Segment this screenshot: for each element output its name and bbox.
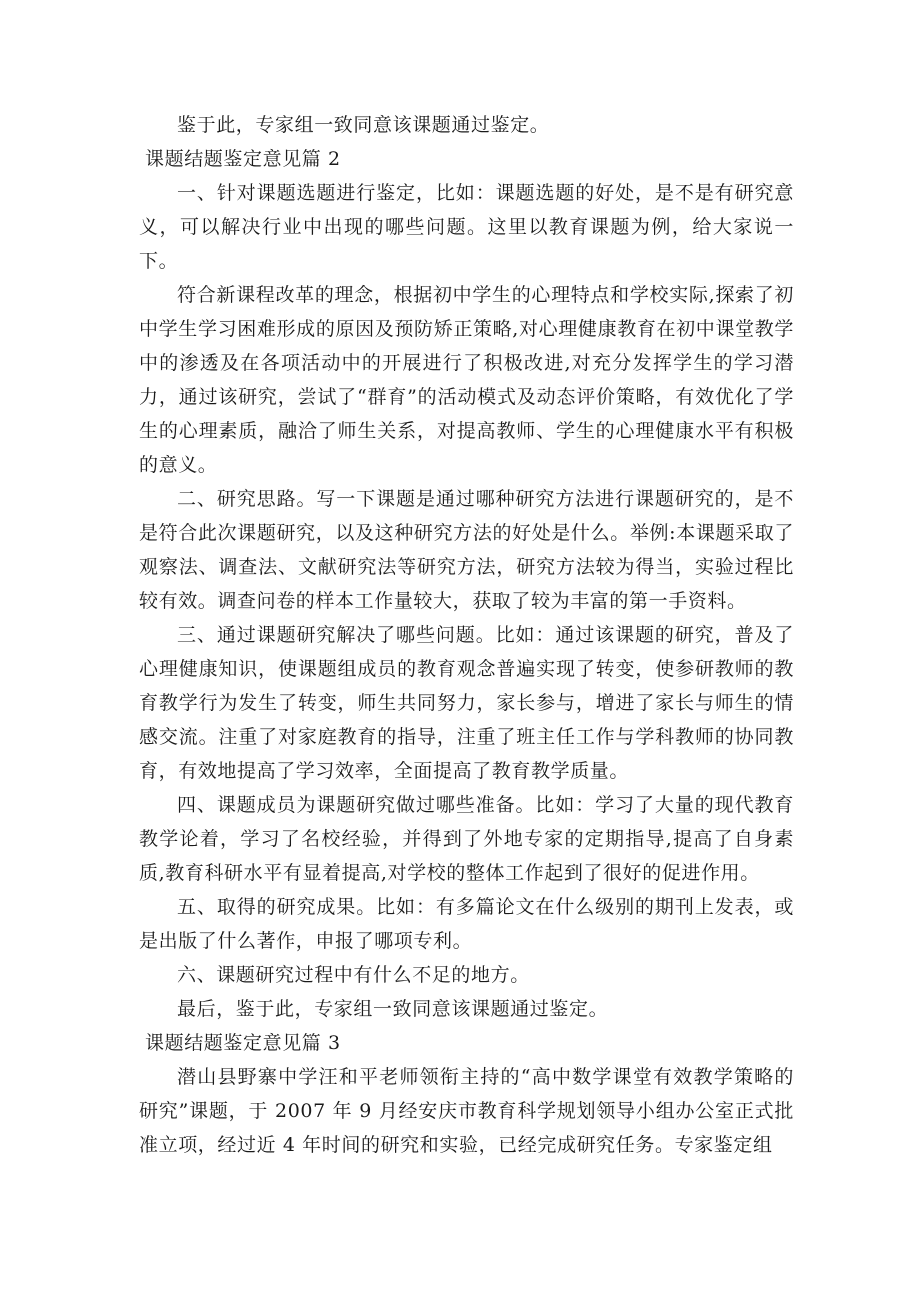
- section-heading-2: 课题结题鉴定意见篇 2: [145, 148, 341, 170]
- paragraph-results: 五、取得的研究成果。比如：有多篇论文在什么级别的期刊上发表，或是出版了什么著作，申报了哪项专利。: [139, 896, 794, 952]
- paragraph-conclusion-1: 鉴于此，专家组一致同意该课题通过鉴定。: [177, 114, 550, 136]
- paragraph-preparation: 四、课题成员为课题研究做过哪些准备。比如：学习了大量的现代教育教学论着，学习了名校经验，并得到了外地专家的定期指导,提高了自身素质,教育科研水平有显着提高,对学校的整体工作起到了很好的促进作用。: [139, 794, 794, 884]
- paragraph-project-intro: 潜山县野寨中学汪和平老师领衔主持的“高中数学课堂有效教学策略的研究”课题，于 2007 年 9 月经安庆市教育科学规划领导小组办公室正式批准立项，经过近 4 年时间的研究和实验，已经完成研究任务。专家鉴定组: [139, 1066, 794, 1156]
- paragraph-topic-selection: 一、针对课题选题进行鉴定，比如：课题选题的好处，是不是有研究意义，可以解决行业中出现的哪些问题。这里以教育课题为例，给大家说一下。: [139, 182, 794, 272]
- document-body: [139, 108, 794, 1162]
- paragraph-research-approach: 二、研究思路。写一下课题是通过哪种研究方法进行课题研究的，是不是符合此次课题研究，以及这种研究方法的好处是什么。举例:本课题采取了观察法、调查法、文献研究法等研究方法，研究方法较为得当，实验过程比较有效。调查问卷的样本工作量较大，获取了较为丰富的第一手资料。: [139, 488, 794, 612]
- paragraph-conclusion-2: 最后，鉴于此，专家组一致同意该课题通过鉴定。: [177, 998, 609, 1020]
- paragraph-example: 符合新课程改革的理念，根据初中学生的心理特点和学校实际,探索了初中学生学习困难形成的原因及预防矫正策略,对心理健康教育在初中课堂教学中的渗透及在各项活动中的开展进行了积极改进,对充分发挥学生的学习潜力，通过该研究，尝试了“群育”的活动模式及动态评价策略，有效优化了学生的心理素质，融洽了师生关系，对提高教师、学生的心理健康水平有积极的意义。: [139, 284, 794, 476]
- paragraph-shortcomings: 六、课题研究过程中有什么不足的地方。: [177, 964, 530, 986]
- paragraph-problems-solved: 三、通过课题研究解决了哪些问题。比如：通过该课题的研究，普及了心理健康知识，使课题组成员的教育观念普遍实现了转变，使参研教师的教育教学行为发生了转变，师生共同努力，家长参与，增进了家长与师生的情感交流。注重了对家庭教育的指导，注重了班主任工作与学科教师的协同教育，有效地提高了学习效率，全面提高了教育教学质量。: [139, 624, 794, 782]
- section-heading-3: 课题结题鉴定意见篇 3: [145, 1032, 341, 1054]
